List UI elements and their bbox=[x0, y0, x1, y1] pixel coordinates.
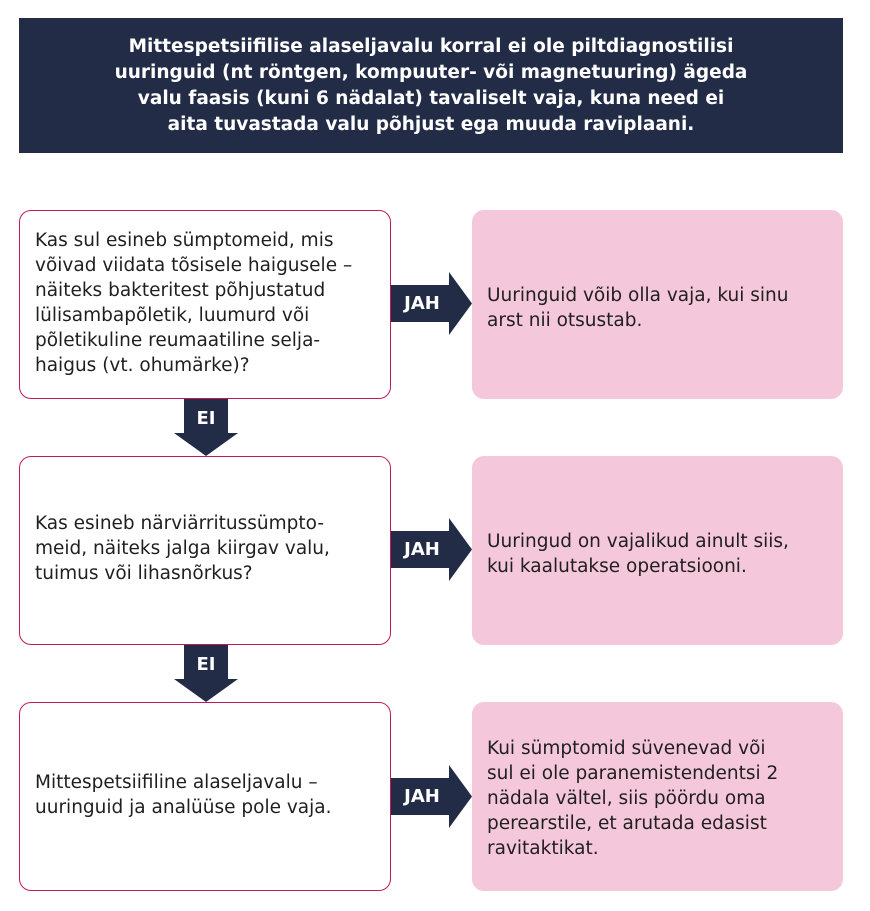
yes-arrow-2 bbox=[391, 518, 472, 581]
question-line: põletikuline reumaatiline selja- bbox=[35, 329, 321, 351]
answer-line: arst nii otsustab. bbox=[487, 310, 643, 331]
answer-line: sul ei ole paranemistendentsi 2 bbox=[487, 763, 779, 784]
question-line: Kas esineb närviärritussümpto- bbox=[35, 513, 325, 534]
header-line: valu faasis (kuni 6 nädalat) tavaliselt vaja, kuna need ei bbox=[137, 87, 725, 109]
question-line: tuimus või lihasnõrkus? bbox=[35, 563, 253, 584]
question-box-3 bbox=[19, 702, 391, 891]
yes-label: JAH bbox=[404, 539, 440, 560]
question-line: Kas sul esineb sümptomeid, mis bbox=[35, 229, 334, 251]
question-box-2 bbox=[19, 456, 391, 645]
question-line: meid, näiteks jalga kiirgav valu, bbox=[35, 538, 330, 559]
header-banner bbox=[19, 18, 843, 153]
header-line: aita tuvastada valu põhjust ega muuda raviplaani. bbox=[167, 113, 695, 135]
answer-box-2 bbox=[472, 456, 843, 645]
question-line: näiteks bakteritest põhjustatud bbox=[35, 279, 326, 301]
yes-arrow-1 bbox=[391, 272, 472, 335]
answer-line: kui kaalutakse operatsiooni. bbox=[487, 556, 747, 577]
question-line: Mittespetsiifiline alaseljavalu – bbox=[35, 771, 318, 793]
answer-box-1 bbox=[472, 210, 843, 399]
header-line: Mittespetsiifilise alaseljavalu korral ei ole piltdiagnostilisi bbox=[128, 35, 734, 57]
answer-line: Uuringud on vajalikud ainult siis, bbox=[487, 531, 789, 552]
question-line: lülisambapõletik, luumurd või bbox=[35, 304, 310, 326]
question-line: haigus (vt. ohumärke)? bbox=[35, 354, 250, 376]
answer-line: nädala vältel, siis pöördu oma bbox=[487, 788, 766, 809]
answer-line: Uuringuid võib olla vaja, kui sinu bbox=[487, 285, 789, 306]
question-line: uuringuid ja analüüse pole vaja. bbox=[35, 796, 332, 818]
answer-line: perearstile, et arutada edasist bbox=[487, 813, 767, 834]
header-line: uuringuid (nt röntgen, kompuuter- või magnetuuring) ägeda bbox=[114, 61, 748, 83]
no-label: EI bbox=[196, 653, 216, 675]
answer-line: ravitaktikat. bbox=[487, 838, 599, 859]
yes-arrow-3 bbox=[391, 765, 472, 828]
no-arrow-2 bbox=[174, 645, 238, 702]
yes-label: JAH bbox=[404, 786, 440, 807]
no-label: EI bbox=[196, 407, 216, 429]
answer-line: Kui sümptomid süvenevad või bbox=[487, 738, 766, 759]
no-arrow-1 bbox=[174, 399, 238, 456]
question-box-1 bbox=[19, 210, 391, 399]
yes-label: JAH bbox=[404, 293, 440, 314]
answer-box-3 bbox=[472, 702, 843, 891]
question-line: võivad viidata tõsisele haigusele – bbox=[35, 254, 353, 276]
